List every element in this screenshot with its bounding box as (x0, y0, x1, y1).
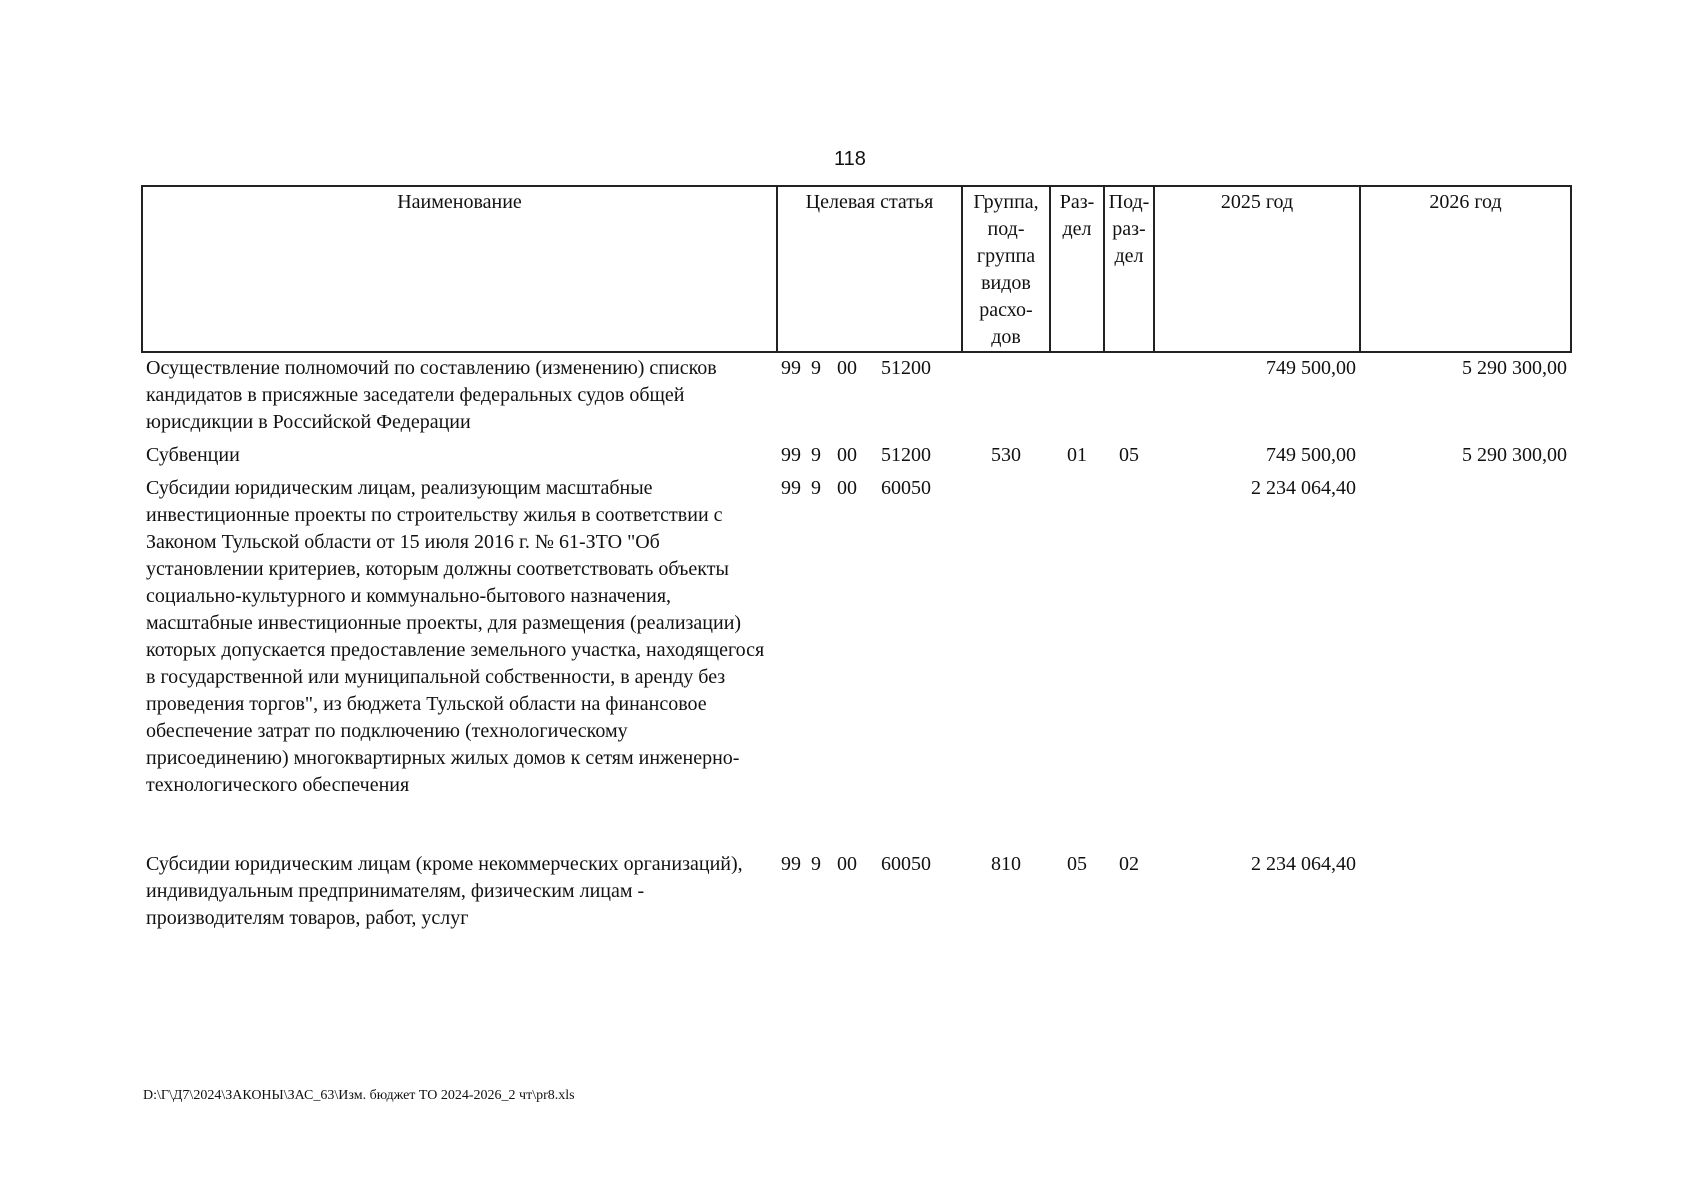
target-program: 99 (781, 853, 801, 875)
header-expense-group: Группа, под- группа видов расхо- дов (962, 186, 1050, 352)
row-2026 (1360, 473, 1571, 803)
target-subprogram: 9 (811, 477, 821, 499)
file-path-footer: D:\Г\Д7\2024\ЗАКОНЫ\ЗАС_63\Изм. бюджет ТО 2024-2026_2 чт\pr8.xls (143, 1088, 575, 1103)
row-target-article (777, 473, 962, 803)
header-2026: 2026 год (1360, 186, 1571, 352)
row-name: Субвенции (146, 444, 240, 466)
row-group (962, 352, 1050, 440)
header-subsection: Под- раз- дел (1104, 186, 1154, 352)
row-2025: 2 234 064,40 (1251, 853, 1356, 875)
target-direction: 60050 (881, 477, 931, 499)
row-subsection: 05 (1119, 444, 1139, 466)
target-event: 00 (837, 477, 857, 499)
row-subsection: 02 (1119, 853, 1139, 875)
row-target-article (777, 440, 962, 473)
row-2025: 2 234 064,40 (1251, 477, 1356, 499)
row-2026: 5 290 300,00 (1462, 357, 1567, 379)
header-target-article: Целевая статья (777, 186, 962, 352)
row-name: Осуществление полномочий по составлению (изменению) списков кандидатов в присяжные заседатели федеральных судов общей юрисдикции в Российской Федерации (146, 357, 717, 433)
row-section: 05 (1067, 853, 1087, 875)
header-2025: 2025 год (1154, 186, 1360, 352)
row-target-article (777, 352, 962, 440)
target-program: 99 (781, 444, 801, 466)
table-row (142, 849, 1571, 936)
row-section (1050, 473, 1104, 803)
target-program: 99 (781, 477, 801, 499)
table-row (142, 473, 1571, 803)
header-name: Наименование (142, 186, 777, 352)
target-direction: 51200 (881, 444, 931, 466)
row-target-article (777, 849, 962, 936)
header-row (142, 186, 1571, 352)
table-row (142, 440, 1571, 473)
row-subsection (1104, 473, 1154, 803)
target-event: 00 (837, 853, 857, 875)
target-subprogram: 9 (811, 853, 821, 875)
table-row (142, 352, 1571, 440)
budget-table (141, 185, 1572, 936)
target-subprogram: 9 (811, 444, 821, 466)
row-2026 (1360, 849, 1571, 936)
row-name: Субсидии юридическим лицам (кроме некоммерческих организаций), индивидуальным предпринимателям, физическим лицам - производителям товаров, работ, услуг (146, 853, 743, 929)
row-2025: 749 500,00 (1266, 444, 1356, 466)
row-name: Субсидии юридическим лицам, реализующим масштабные инвестиционные проекты по строительству жилья в соответствии с Законом Тульской области от 15 июля 2016 г. № 61-ЗТО "Об установлении критериев, которым должны соответствовать объекты социально-культурного и коммунально-бытового назначения, масштабные инвестиционные проекты, для размещения (реализации) которых допускается предоставление земельного участка, находящегося в государственной или муниципальной собственности, в аренду без проведения торгов", из бюджета Тульской области на финансовое обеспечение затрат по подключению (технологическому присоединению) многоквартирных жилых домов к сетям инженерно-технологического обеспечения (146, 477, 765, 796)
target-program: 99 (781, 357, 801, 379)
row-group (962, 473, 1050, 803)
target-event: 00 (837, 357, 857, 379)
target-direction: 51200 (881, 357, 931, 379)
row-spacer (142, 803, 1571, 849)
page-number: 118 (834, 148, 866, 170)
row-section: 01 (1067, 444, 1087, 466)
row-subsection (1104, 352, 1154, 440)
row-group: 530 (991, 444, 1021, 466)
row-section (1050, 352, 1104, 440)
row-group: 810 (991, 853, 1021, 875)
row-2025: 749 500,00 (1266, 357, 1356, 379)
header-section: Раз- дел (1050, 186, 1104, 352)
target-subprogram: 9 (811, 357, 821, 379)
target-event: 00 (837, 444, 857, 466)
target-direction: 60050 (881, 853, 931, 875)
row-2026: 5 290 300,00 (1462, 444, 1567, 466)
